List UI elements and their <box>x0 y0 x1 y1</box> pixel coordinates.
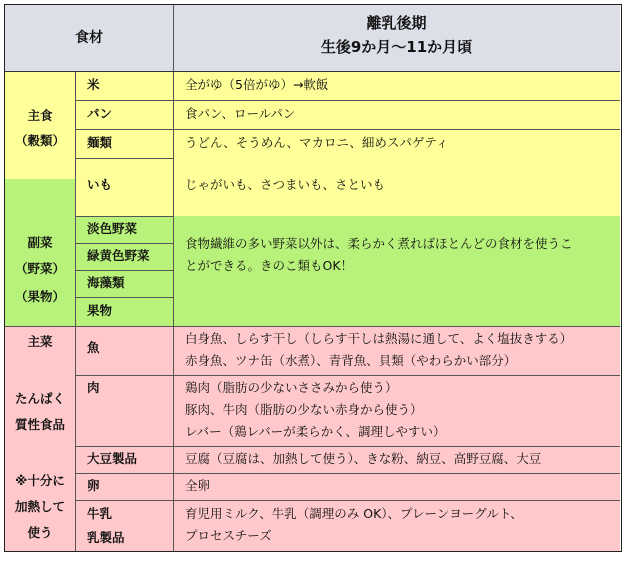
divider-h-header <box>5 71 620 72</box>
divider-h-5 <box>75 216 173 217</box>
header-stage: 離乳後期 <box>366 14 427 32</box>
divider-h-8 <box>75 297 173 298</box>
main-group-label: 主菜 <box>27 334 53 349</box>
main-note-2: 加熱して <box>14 499 65 514</box>
desc-dairy-line-1: 育児用ミルク、牛乳（調理のみ OK）、プレーンヨーグルト、 <box>185 506 523 521</box>
staple-group-label: 主食 <box>27 108 53 123</box>
divider-h-10 <box>75 375 620 376</box>
divider-h-side-protein <box>5 326 620 327</box>
divider-h-4 <box>75 158 173 159</box>
item-milk: 牛乳 <box>87 506 113 521</box>
item-noodles: 麺類 <box>87 135 113 150</box>
divider-v-1 <box>75 71 76 551</box>
desc-meat-line-1: 鶏肉（脂肪の少ないささみから使う） <box>185 380 398 395</box>
item-egg: 卵 <box>87 478 100 493</box>
item-fruit: 果物 <box>87 303 113 318</box>
main-group-sub-2: 質性食品 <box>14 417 65 432</box>
desc-meat-line-3: レバー（鶏レバーが柔らかく、調理しやすい） <box>185 424 446 439</box>
divider-h-3 <box>75 129 620 130</box>
main-group-sub-1: たんぱく <box>14 391 65 406</box>
item-meat: 肉 <box>87 380 100 395</box>
divider-h-13 <box>75 500 620 501</box>
item-soy-products: 大豆製品 <box>87 451 138 466</box>
desc-rice: 全がゆ（5倍がゆ）→軟飯 <box>185 77 329 92</box>
side-group-sub-1: （野菜） <box>14 261 65 276</box>
food-table <box>4 4 622 552</box>
item-bread: パン <box>87 106 113 121</box>
divider-v-2 <box>173 5 174 551</box>
side-group-label: 副菜 <box>27 235 53 250</box>
divider-h-12 <box>75 473 620 474</box>
header-ingredients: 食材 <box>75 30 103 46</box>
item-light-vegetables: 淡色野菜 <box>87 221 138 236</box>
main-note-3: 使う <box>27 525 53 540</box>
desc-noodles: うどん、そうめん、マカロニ、細めスパゲティ <box>185 135 449 150</box>
desc-fish-line-1: 白身魚、しらす干し（しらす干しは熱湯に通して、よく塩抜きする） <box>185 331 573 346</box>
staple-group-sub: （穀類） <box>14 133 65 148</box>
item-rice: 米 <box>87 77 100 92</box>
divider-h-2 <box>75 100 620 101</box>
desc-potato: じゃがいも、さつまいも、さといも <box>185 177 386 192</box>
divider-h-11 <box>75 446 620 447</box>
desc-fish-line-2: 赤身魚、ツナ缶（水煮）、青背魚、貝類（やわらかい部分） <box>185 353 517 368</box>
item-potato: いも <box>87 177 113 192</box>
item-seaweed: 海藻類 <box>87 275 125 290</box>
desc-soy-products: 豆腐（豆腐は、加熱して使う）、きな粉、納豆、高野豆腐、大豆 <box>185 451 542 466</box>
main-note-1: ※十分に <box>15 473 65 488</box>
desc-dairy-line-2: プロセスチーズ <box>185 528 272 543</box>
desc-meat-line-2: 豚肉、牛肉（脂肪の少ない赤身から使う） <box>185 402 423 417</box>
item-green-yellow-vegetables: 緑黄色野菜 <box>87 248 150 263</box>
divider-h-7 <box>75 270 173 271</box>
item-fish: 魚 <box>87 340 100 355</box>
header-age: 生後9か月〜11か月頃 <box>320 38 473 56</box>
desc-egg: 全卵 <box>185 478 211 493</box>
desc-side-line-1: 食物繊維の多い野菜以外は、柔らかく煮ればほとんどの食材を使うこ <box>185 236 573 251</box>
item-dairy: 乳製品 <box>87 530 125 545</box>
side-group-sub-2: （果物） <box>14 289 65 304</box>
desc-bread: 食パン、ロールパン <box>185 106 296 121</box>
desc-side-line-2: とができる。きのこ類もOK！ <box>185 258 354 273</box>
divider-h-6 <box>75 243 173 244</box>
